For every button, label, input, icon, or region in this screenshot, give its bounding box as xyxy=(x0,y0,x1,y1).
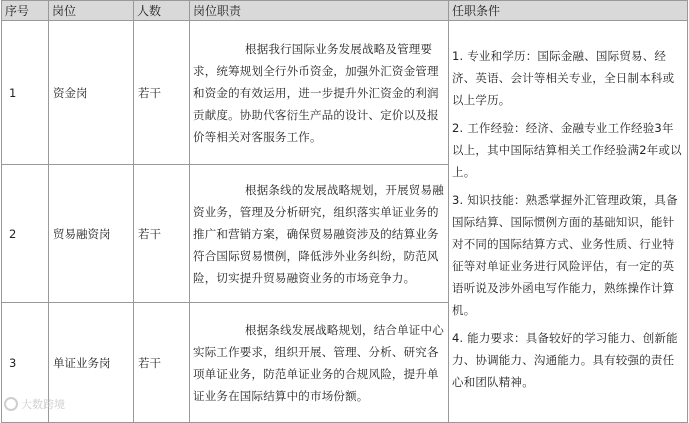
table-header-row xyxy=(2,1,688,21)
row-duty-text: 根据我行国际业务发展战略及管理要求，统筹规划全行外币资金，加强外汇资金管理和资金的有效运用，进一步提升外汇资金的利润贡献度。协助代客衍生产品的设计、定价以及报价等相关对客服务工作。 xyxy=(193,41,439,144)
header-seq: 序号 xyxy=(2,1,49,21)
row-position: 贸易融资岗 xyxy=(49,165,134,303)
row-position: 资金岗 xyxy=(49,21,134,165)
row-seq: 1 xyxy=(2,21,49,165)
row-seq: 3 xyxy=(2,303,49,423)
requirement-item: 1. 专业和学历：国际金融、国际贸易、经济、英语、会计等相关专业，全日制本科或以上学历。 xyxy=(452,48,675,107)
requirement-item: 4. 能力要求：具备较好的学习能力、创新能力、协调能力、沟通能力。具有较强的责任心和团队精神。 xyxy=(452,330,678,389)
row-duty xyxy=(190,303,449,423)
requirement-item: 2. 工作经验：经济、金融专业工作经验3年以上，其中国际结算相关工作经验满2年或以上。 xyxy=(452,120,682,179)
row-seq: 2 xyxy=(2,165,49,303)
row-duty xyxy=(190,165,449,303)
row-count: 若干 xyxy=(134,303,190,423)
header-position: 岗位 xyxy=(49,1,134,21)
header-count: 人数 xyxy=(134,1,190,21)
row-duty xyxy=(190,21,449,165)
row-count: 若干 xyxy=(134,21,190,165)
row-position: 单证业务岗 xyxy=(49,303,134,423)
header-duty: 岗位职责 xyxy=(190,1,449,21)
recruitment-table xyxy=(1,0,688,423)
watermark xyxy=(4,396,65,412)
logo-icon xyxy=(4,397,18,411)
watermark-text: 大数跨境 xyxy=(21,398,65,411)
requirement-item: 3. 知识技能：熟悉掌握外汇管理政策，具备国际结算、国际惯例方面的基础知识，能针对不同的国际结算方式、业务性质、行业特征等对单证业务进行风险评估，有一定的英语听说及涉外函电写作能力，熟练操作计算机。 xyxy=(452,192,678,317)
table-row xyxy=(2,21,688,165)
row-duty-text: 根据条线发展战略规划，结合单证中心实际工作要求，组织开展、管理、分析、研究各项单证业务，防范单证业务的合规风险，提升单证业务在国际结算中的市场份额。 xyxy=(193,322,444,403)
requirements-cell xyxy=(449,21,688,423)
row-count: 若干 xyxy=(134,165,190,303)
header-requirements: 任职条件 xyxy=(449,1,688,21)
row-duty-text: 根据条线的发展战略规划，开展贸易融资业务，管理及分析研究，组织落实单证业务的推广和营销方案，确保贸易融资涉及的结算业务符合国际贸易惯例，降低涉外业务纠纷，防范风险，切实提升贸易融资业务的市场竞争力。 xyxy=(193,182,444,285)
